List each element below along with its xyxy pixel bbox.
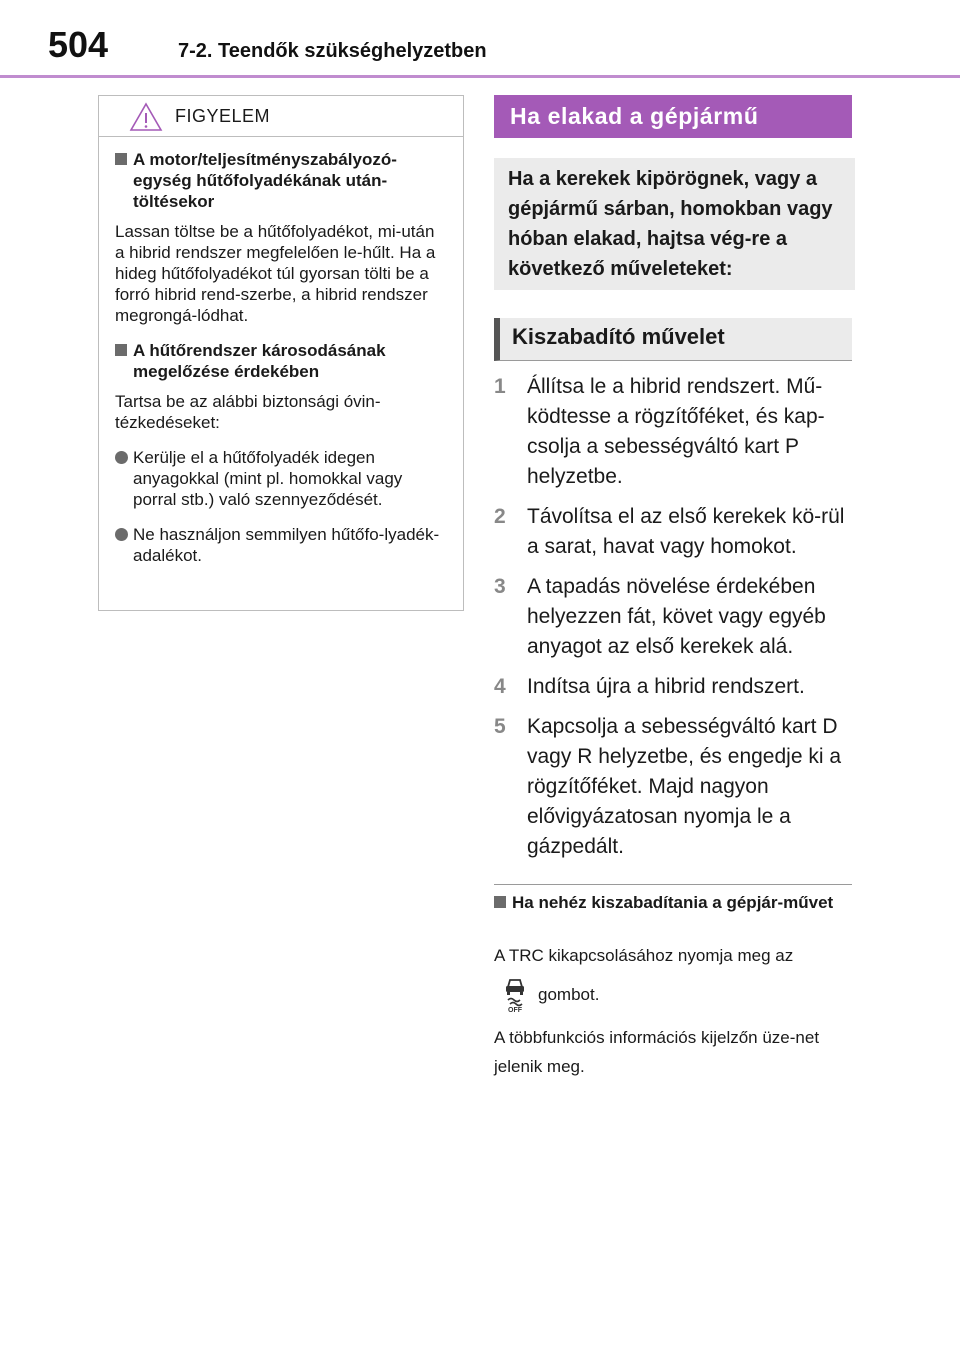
caution-body xyxy=(99,137,463,566)
page-number: 504 xyxy=(48,24,109,65)
caution-label: FIGYELEM xyxy=(175,106,271,126)
step-text: Állítsa le a hibrid rendszert. Mű-ködtesse a rögzítőféket, és kap-csolja a sebességváltó kart P helyzetbe. xyxy=(527,375,825,488)
bullet-text: Kerülje el a hűtőfolyadék idegen anyagokkal (mint pl. homokkal vagy porral stb.) való szennyeződését. xyxy=(133,448,403,509)
step-number: 3 xyxy=(494,575,506,598)
subsection-banner: Kiszabadító művelet xyxy=(494,318,852,361)
warning-triangle-icon xyxy=(129,102,163,137)
note-button-text: gombot. xyxy=(538,985,600,1004)
steps-list xyxy=(494,372,854,872)
subheading-text: A motor/teljesítményszabályozó-egység hűtőfolyadékának után-töltésekor xyxy=(133,150,397,211)
intro-box: Ha a kerekek kipörögnek, vagy a gépjármű sárban, homokban vagy hóban elakad, hajtsa vég-re a következő műveleteket: xyxy=(494,158,855,290)
step-number: 1 xyxy=(494,375,506,398)
bullet-text: Ne használjon semmilyen hűtőfo-lyadék-adalékot. xyxy=(133,525,440,565)
square-bullet-icon xyxy=(115,153,127,165)
step-item xyxy=(494,502,854,562)
step-item xyxy=(494,572,854,662)
round-bullet-icon xyxy=(115,451,128,464)
round-bullet-icon xyxy=(115,528,128,541)
note-rule xyxy=(494,884,852,885)
caution-subheading xyxy=(115,340,447,382)
step-item xyxy=(494,712,854,862)
trc-off-icon xyxy=(502,973,528,1018)
step-number: 5 xyxy=(494,715,506,738)
caution-paragraph: Lassan töltse be a hűtőfolyadékot, mi-után a hibrid rendszer megfelelően le-hűlt. Ha a hideg hűtőfolyadékot túl gyorsan tölti be a forró hibrid rend-szerbe, a hibrid rendszer megrongá-lódhat. xyxy=(115,222,436,325)
step-text: Indítsa újra a hibrid rendszert. xyxy=(527,675,805,698)
step-item xyxy=(494,372,854,492)
note-paragraph: A TRC kikapcsolásához nyomja meg az xyxy=(494,946,794,965)
step-number: 4 xyxy=(494,675,506,698)
step-text: Távolítsa el az első kerekek kö-rül a sarat, havat vagy homokot. xyxy=(527,505,845,558)
caution-subheading xyxy=(115,149,447,212)
header-rule xyxy=(0,75,960,78)
bullet-item xyxy=(115,524,447,566)
step-item xyxy=(494,672,854,702)
section-banner: Ha elakad a gépjármű xyxy=(494,95,852,138)
note-heading xyxy=(494,892,852,913)
step-text: Kapcsolja a sebességváltó kart D vagy R helyzetbe, és engedje ki a rögzítőféket. Majd nagyon elővigyázatosan nyomja le a gázpedált. xyxy=(527,715,842,858)
square-bullet-icon xyxy=(494,896,506,908)
step-text: A tapadás növelése érdekében helyezzen fát, követ vagy egyéb anyagot az első kerekek alá. xyxy=(527,575,826,658)
note-heading-text: Ha nehéz kiszabadítania a gépjár-művet xyxy=(512,893,834,912)
caution-header xyxy=(99,96,463,137)
step-number: 2 xyxy=(494,505,506,528)
caution-box xyxy=(98,95,464,611)
square-bullet-icon xyxy=(115,344,127,356)
subheading-text: A hűtőrendszer károsodásának megelőzése érdekében xyxy=(133,341,386,381)
trc-off-icon-label: OFF xyxy=(508,1007,522,1013)
note-paragraph: A többfunkciós információs kijelzőn üze-net jelenik meg. xyxy=(494,1028,820,1076)
bullet-item xyxy=(115,447,447,510)
caution-paragraph: Tartsa be az alábbi biztonsági óvin-tézkedéseket: xyxy=(115,392,381,432)
section-title: 7-2. Teendők szükséghelyzetben xyxy=(178,40,487,62)
